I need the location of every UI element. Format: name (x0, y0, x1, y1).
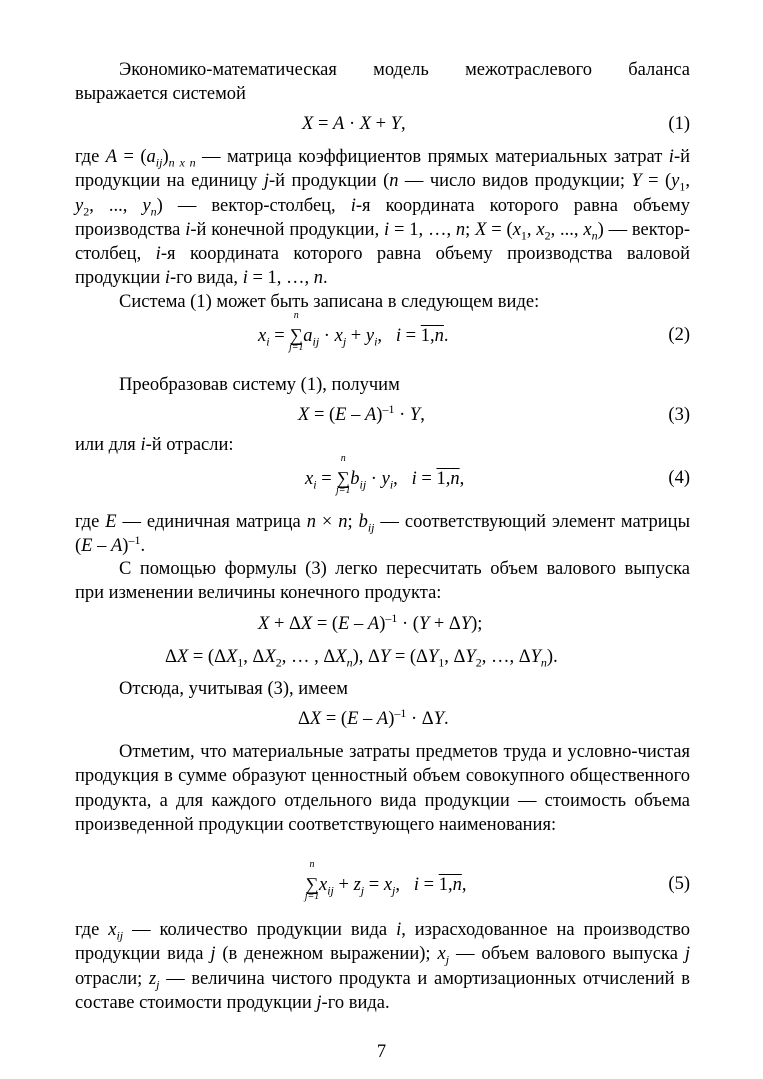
equation-delta-3: ΔX = (E – A)$^{-1}$ · ΔY. (298, 705, 449, 729)
equation-3: X = (E – A)$^{-1}$ · Y, (298, 401, 425, 425)
equation-5: n ∑ j=1 $x_{ij} + z_j = x_j$, i = 1,n, (304, 859, 467, 902)
equation-1: X = A · X + Y, (302, 114, 406, 134)
equation-delta-2: $\Delta X = (\Delta X_1$, $\Delta X_2$, … , $\Delta X_n$), $\Delta Y = (\Delta Y_1$, $\Delta Y_2$, …, $\Delta Y_n$). (165, 647, 558, 670)
intro-paragraph: Экономико-математическая модель межотраслевого баланса выражается системой (75, 60, 690, 105)
note-paragraph: Отметим, что материальные затраты предметов труда и условно-чистая продукция в сумме образуют ценностный объем совокупного общественного продукта, а для каждого отдельного вида продукции — стоимость объема произведенной продукции соответствующего наименования: (75, 742, 690, 835)
transform-paragraph: Преобразовав систему (1), получим (119, 375, 400, 395)
equation-5-number: (5) (668, 874, 690, 894)
equation-2: $x_i$ = n ∑ j=1 $a_{ij} \cdot x_j + y_i$, i = 1,n. (258, 310, 449, 353)
definitions-paragraph-1: где $A = (a_{ij})_{n x n}$ — матрица коэффициентов прямых материальных затрат i-й продукции на единицу j-й продукции (n — число видов продукции; $Y = (y_1$, $y_2$, ..., $y_n$) — вектор-столбец, i-я координата которого равна объему производства i-й конечной продукции, i = 1, …, n; $X = (x_1$, $x_2$, ..., $x_n$) — вектор-столбец, i-я координата которого равна объему производства валовой продукции i-го вида, i = 1, …, n. (75, 147, 691, 289)
equation-4-number: (4) (668, 468, 690, 488)
equation-4: $x_i$ = n ∑ j=1 $b_{ij} \cdot y_i$, i = 1,n, (305, 453, 465, 496)
page-number: 7 (376, 1042, 387, 1062)
system-paragraph: Система (1) может быть записана в следующем виде: (119, 292, 540, 312)
equation-1-number: (1) (668, 114, 690, 134)
equation-3-number: (3) (668, 405, 690, 425)
equation-delta-1: X + ΔX = (E – A)$^{-1}$ · (Y + ΔY); (258, 610, 483, 634)
definitions-paragraph-2: где E — единичная матрица n × n; $b_{ij}$ — соответствующий элемент матрицы (E – A)$^{-1}$. (75, 512, 691, 557)
formula3-paragraph: С помощью формулы (3) легко пересчитать объем валового выпуска при изменении величины конечного продукта: (75, 559, 690, 604)
equation-2-number: (2) (668, 325, 690, 345)
branch-paragraph: или для i-й отрасли: (75, 435, 234, 455)
hence-paragraph: Отсюда, учитывая (3), имеем (119, 679, 349, 699)
definitions-paragraph-3: где $x_{ij}$ — количество продукции вида i, израсходованное на производство продукции вида j (в денежном выражении); $x_j$ — объем валового выпуска j отрасли; $z_j$ — величина чистого продукта и амортизационных отчислений в составе стоимости продукции j-го вида. (75, 920, 691, 1013)
